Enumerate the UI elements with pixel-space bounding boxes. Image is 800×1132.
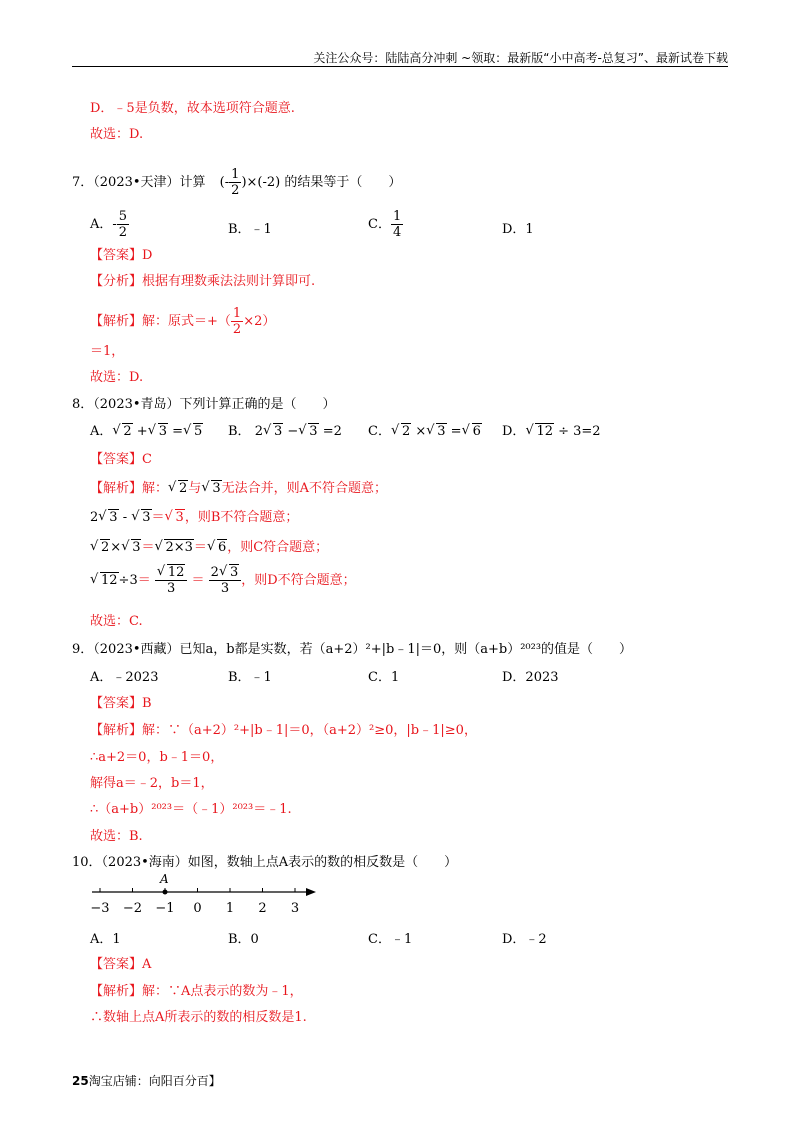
q8-solution-line1: 【解析】解：√ 2与√ 3无法合并，则A不符合题意； [90,477,387,496]
q10-option-c: C．﹣1 [368,932,413,947]
q7-expression: (- $\frac{1}{2}$ )×(-2) [219,167,281,198]
q9-option-b: B．﹣1 [228,670,272,685]
q7-fraction: $\frac{1}{2}$ [231,167,240,198]
q9-solution-line1: 【解析】解：∵（a+2）²+|b﹣1|＝0，（a+2）²≥0，|b﹣1|≥0， [90,723,477,738]
point-a-marker [163,890,168,895]
q10-answer: 【答案】A [90,957,152,972]
q8-solution-line4: √ 12÷3＝ √ $\frac{12}{3}$ ＝ $\frac{2√ 3}{3}$ ，则D不符合题意； [90,566,356,595]
q9-solution-line3: 解得a＝﹣2，b＝1， [90,776,214,791]
q7-option-a: A．- $\frac{5}{2}$ [90,209,128,240]
page-header: 关注公众号：陆陆高分冲刺 ~领取：最新版“小中高考-总复习”、最新试卷下载 [313,51,728,65]
q10-stem: 10．（2023•海南）如图，数轴上点A表示的数的相反数是（ ） [72,855,458,870]
q9-solution-line5: 故选：B. [90,829,143,844]
header-rule [72,66,728,67]
q7-tail: 的结果等于（ ） [284,175,402,190]
q8-stem: 8．（2023•青岛）下列计算正确的是（ ） [72,397,336,412]
tick-label: 0 [193,901,202,916]
q8-option-a: A．√ 2 +√ 3 =√ 5 [90,420,203,439]
q8-option-c: C．√ 2 ×√ 3 =√ 6 [368,420,482,439]
q10-option-b: B．0 [228,932,259,947]
q8-solution-line2: 2√ 3 - √ 3＝√ 3，则B不符合题意； [90,506,298,525]
q10-option-a: A．1 [90,932,121,947]
footer-shop: 淘宝店铺：向阳百分百】 [88,1074,221,1088]
q9-answer: 【答案】B [90,696,152,711]
number-line-arrow [306,888,316,896]
q9-stem: 9．（2023•西藏）已知a，b都是实数，若（a+2）²+|b﹣1|＝0，则（a+b）²⁰²³的值是（ ） [72,642,633,657]
q7-answer: 【答案】D [90,248,153,263]
q7-option-c: C． $\frac{1}{4}$ [368,209,402,240]
tick-label: 1 [225,901,235,916]
q6-option-d-explanation: D．﹣5是负数，故本选项符合题意. [90,101,295,116]
tick-label: 3 [290,901,300,916]
q8-option-d: D．√ 12 ÷ 3=2 [502,420,601,439]
q7-solution-line1: 【解析】解：原式＝+（ $\frac{1}{2}$ ×2） [90,306,276,337]
q9-option-d: D．2023 [502,670,559,685]
tick-label: −2 [122,901,143,916]
q7-option-d: D．1 [502,222,534,237]
page-number: 25 [72,1074,89,1088]
q7-solution-line3: 故选：D. [90,370,144,385]
q7-analysis: 【分析】根据有理数乘法法则计算即可. [90,274,316,289]
q9-solution-line2: ∴a+2＝0，b﹣1＝0， [90,750,224,765]
q10-solution-line2: ∴数轴上点A所表示的数的相反数是1. [90,1010,307,1025]
q9-option-c: C．1 [368,670,400,685]
q8-answer: 【答案】C [90,452,152,467]
q8-solution-line5: 故选：C. [90,614,143,629]
q9-option-a: A．﹣2023 [90,670,159,685]
number-line [90,870,320,920]
q7-option-b: B．﹣1 [228,222,272,237]
q7-stem [72,168,401,197]
q6-conclusion: 故选：D. [90,127,144,142]
q8-solution-line3: √ 2×√ 3＝√ 2×3＝√ 6，则C符合题意； [90,536,328,555]
q7-solution-line2: ＝1， [90,344,125,359]
q10-solution-line1: 【解析】解：∵A点表示的数为﹣1， [90,984,303,999]
point-a-label: A [160,872,169,886]
tick-label: −1 [155,901,175,916]
page-footer [72,1072,221,1089]
q8-option-b: B． 2√ 3 −√ 3 =2 [228,420,342,439]
q7-number: 7．（2023•天津）计算 [72,175,206,190]
tick-label: 2 [258,901,267,916]
q9-solution-line4: ∴（a+b）²⁰²³＝（﹣1）²⁰²³＝﹣1. [90,802,292,817]
q10-option-d: D．﹣2 [502,932,547,947]
tick-label: −3 [90,901,110,916]
